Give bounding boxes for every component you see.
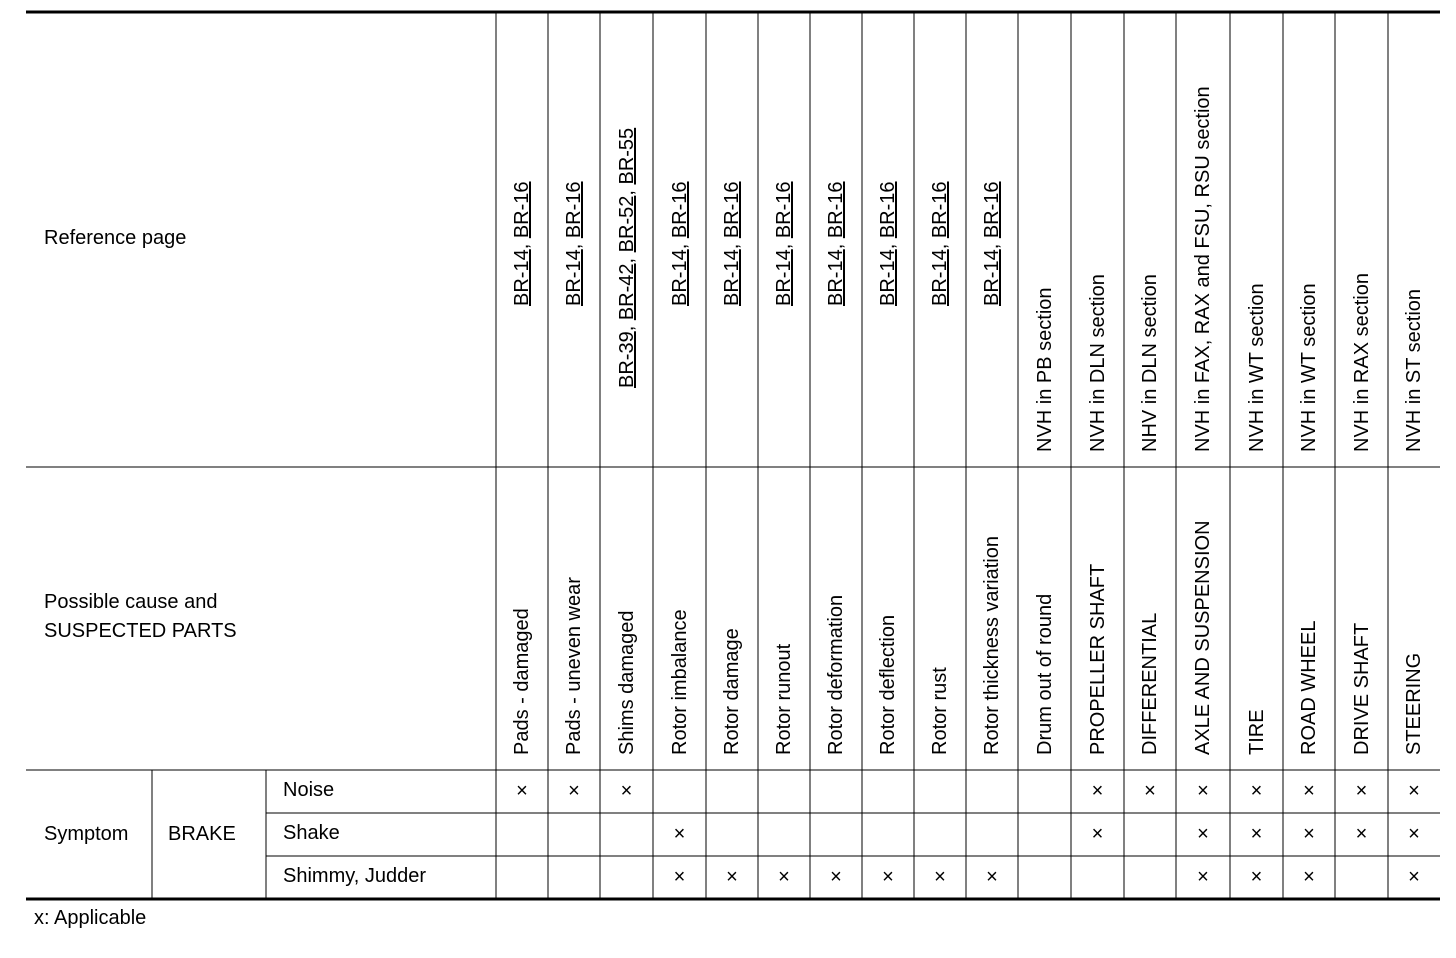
cause-label: Rotor damage (721, 628, 743, 755)
applicable-mark: × (1303, 866, 1315, 888)
cause-label: TIRE (1245, 709, 1268, 755)
applicable-mark: × (1091, 823, 1104, 845)
applicable-mark: × (882, 866, 894, 888)
reference-text: NVH in RAX section (1350, 273, 1373, 452)
cause-label: AXLE AND SUSPENSION (1192, 520, 1214, 755)
applicable-mark: × (830, 866, 842, 888)
applicable-mark: × (1303, 823, 1315, 845)
reference-link[interactable]: BR-14 (511, 249, 533, 306)
reference-link[interactable]: BR-16 (773, 181, 795, 239)
reference-page-label: Reference page (44, 227, 187, 249)
applicable-mark: × (1250, 866, 1263, 888)
reference-link[interactable]: BR-16 (877, 181, 899, 239)
cause-label: STEERING (1403, 652, 1425, 755)
applicable-mark: × (568, 780, 580, 802)
applicable-mark: × (1144, 780, 1156, 802)
symptom-row-label: Shake (283, 822, 340, 844)
reference-link[interactable]: BR-16 (825, 181, 847, 239)
cause-label: DRIVE SHAFT (1350, 622, 1373, 755)
cause-label: Pads - uneven wear (563, 577, 585, 755)
applicable-mark: × (1250, 780, 1263, 802)
reference-link[interactable]: BR-14 (877, 249, 899, 306)
reference-link[interactable]: BR-39 (615, 331, 638, 388)
possible-cause-label-line1: Possible cause and (44, 591, 218, 613)
reference-link[interactable]: BR-14 (721, 249, 743, 306)
cause-label: Rotor imbalance (668, 609, 691, 755)
cause-label: PROPELLER SHAFT (1086, 563, 1109, 755)
reference-link[interactable]: BR-14 (773, 249, 795, 306)
applicable-mark: × (778, 866, 790, 888)
applicable-mark: × (620, 780, 633, 802)
applicable-mark: × (673, 866, 686, 888)
reference-text: NVH in WT section (1298, 283, 1320, 452)
reference-link[interactable]: BR-42 (615, 263, 638, 321)
reference-link[interactable]: BR-14 (825, 249, 847, 306)
cause-label: Rotor deformation (825, 594, 847, 755)
reference-link[interactable]: BR-14 (929, 249, 951, 306)
symptom-row-label: Noise (283, 779, 335, 801)
reference-link[interactable]: BR-16 (981, 181, 1003, 239)
symptom-label: Symptom (44, 823, 129, 845)
reference-text: NHV in DLN section (1139, 274, 1161, 452)
brake-group-label: BRAKE (168, 823, 236, 845)
applicable-mark: × (934, 866, 946, 888)
reference-link[interactable]: BR-14 (981, 249, 1003, 306)
applicable-mark: × (1197, 866, 1209, 888)
reference-text: NVH in DLN section (1086, 274, 1109, 452)
reference-text: NVH in PB section (1033, 287, 1056, 452)
reference-text: NVH in WT section (1245, 283, 1268, 452)
applicable-mark: × (1355, 823, 1368, 845)
applicable-mark: × (673, 823, 686, 845)
cause-label: ROAD WHEEL (1298, 620, 1320, 755)
applicable-mark: × (1197, 823, 1209, 845)
applicable-mark: × (986, 866, 998, 888)
reference-text: NVH in ST section (1403, 288, 1425, 452)
reference-link[interactable]: BR-52 (615, 195, 638, 253)
cause-label: Shims damaged (615, 610, 638, 755)
possible-cause-label-line2: SUSPECTED PARTS (44, 620, 237, 642)
reference-link[interactable]: BR-55 (615, 127, 638, 185)
applicable-mark: × (1408, 866, 1420, 888)
applicable-mark: × (1091, 780, 1104, 802)
reference-link[interactable]: BR-16 (563, 181, 585, 239)
reference-link[interactable]: BR-16 (511, 181, 533, 239)
cause-label: DIFFERENTIAL (1139, 612, 1161, 755)
applicable-mark: × (516, 780, 528, 802)
reference-link[interactable]: BR-14 (668, 249, 691, 306)
reference-link[interactable]: BR-14 (563, 249, 585, 306)
applicable-mark: × (1250, 823, 1263, 845)
applicable-mark: × (1355, 780, 1368, 802)
reference-link[interactable]: BR-16 (721, 181, 743, 239)
cause-label: Drum out of round (1033, 593, 1056, 755)
applicable-mark: × (1408, 780, 1420, 802)
applicable-mark: × (1303, 780, 1315, 802)
legend: x: Applicable (34, 907, 147, 929)
applicable-mark: × (1408, 823, 1420, 845)
cause-label: Pads - damaged (511, 608, 533, 755)
cause-label: Rotor runout (773, 643, 795, 755)
cause-label: Rotor rust (929, 667, 951, 755)
reference-text: NVH in FAX, RAX and FSU, RSU section (1192, 86, 1214, 452)
symptom-row-label: Shimmy, Judder (283, 865, 427, 887)
reference-link[interactable]: BR-16 (929, 181, 951, 239)
applicable-mark: × (726, 866, 738, 888)
applicable-mark: × (1197, 780, 1209, 802)
cause-label: Rotor thickness variation (981, 536, 1003, 755)
reference-link[interactable]: BR-16 (668, 181, 691, 239)
cause-label: Rotor deflection (877, 614, 899, 755)
